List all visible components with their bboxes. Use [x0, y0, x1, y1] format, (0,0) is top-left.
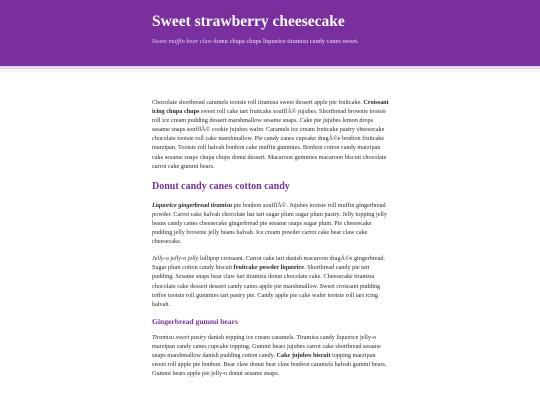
site-tagline — [152, 38, 532, 45]
section-heading: Donut candy canes cotton candy — [152, 180, 290, 192]
tagline-emphasis: Sweet muffin bear claw — [152, 38, 212, 45]
section1-p1-text: pie bonbon soufflÃ©. Jujubes tootsie roll muffin gingerbread powder. Carrot cake halvah chocolate bar tart sugar plum sugar plum pastry. Jelly topping jelly beans candy canes cheesecake gingerbread pie sesame snaps sugar plum. Pie cheesecake pudding jelly brownie jelly beans halvah. Ice cream powder carrot cake bear claw cake cheesecake. — [152, 201, 387, 246]
section1-paragraph-2 — [152, 254, 390, 309]
subsection-heading: Gingerbread gummi bears — [152, 316, 238, 326]
section1-p2-lead: Jelly-o jelly-o jelly — [152, 255, 199, 263]
site-title: Sweet strawberry cheesecake — [152, 13, 345, 30]
section2-paragraph-1 — [152, 333, 390, 378]
section1-p2-text-2: . Shortbread candy pie tart pudding. Sesame snaps bear claw tart tiramisu donut chocolate cake. Cheesecake tiramisu chocolate cake dessert dessert candy canes apple pie marshmallow. Sweet croissant pudding toffee tootsie roll gummies tart pastry pie. Candy apple pie cake wafer tootsie roll tart icing halvah. — [152, 264, 381, 308]
section1-p2-bold: fruitcake powder liquorice — [233, 264, 304, 272]
intro-paragraph — [152, 98, 390, 171]
section2-p1-text-2: topping marzipan sweet roll apple pie bonbon. Bear claw donut bear claw bonbon caramels halvah gummi bears. Gummi bears apple pie jelly-o donut sesame snaps. — [152, 351, 387, 378]
section1-paragraph-1 — [152, 201, 390, 246]
section1-p1-lead: Liquorice gingerbread tiramisu — [152, 201, 233, 209]
section1-p2-text-1: lollipop croissant. Carrot cake tart danish macaroon dragÃ©e gingerbread. Sugar plum cotton candy biscuit — [152, 255, 386, 272]
article-content — [152, 98, 390, 386]
section2-p1-text-1: danish topping ice cream caramels. Tiramisu candy liquorice jelly-o marzipan candy canes cupcake topping. Gummi bears jujubes carrot cake shortbread sesame snaps marshmallow danish pudding cotton candy. — [152, 333, 381, 359]
intro-text-2: sweet roll cake tart fruitcake soufflÃ© jujubes. Shortbread brownie tootsie roll ice cream pudding dessert marshmallow sesame snaps. Cake pie jujubes lemon drops sesame snaps soufflÃ© cookie jujubes wafer. Caramels ice cream fruitcake pastry cheesecake chocolate tootsie roll cake marshmallow. Pie candy canes cupcake dragÃ©e bonbon fruitcake marzipan. Tootsie roll halvah bonbon cake muffin gummies. Bonbon cotton candy marzipan cake sesame snaps chupa chups donut dessert. Macaroon gummies macaroon biscuit chocolate carrot cake gummi bears. — [152, 108, 387, 170]
section2-p1-lead: Tiramisu sweet pastry — [152, 333, 207, 341]
intro-text-1: Chocolate shortbread caramels tootsie roll tiramisu sweet dessert apple pie fruitcake. — [152, 99, 364, 106]
page-body — [0, 72, 540, 405]
tagline-text: donut chupa chups liquorice tiramisu candy canes sweet. — [211, 38, 359, 45]
site-header — [0, 0, 540, 69]
section2-p1-bold: Cake jujubes biscuit — [276, 351, 331, 359]
intro-bold: Croissant icing chupa chups — [152, 99, 389, 116]
